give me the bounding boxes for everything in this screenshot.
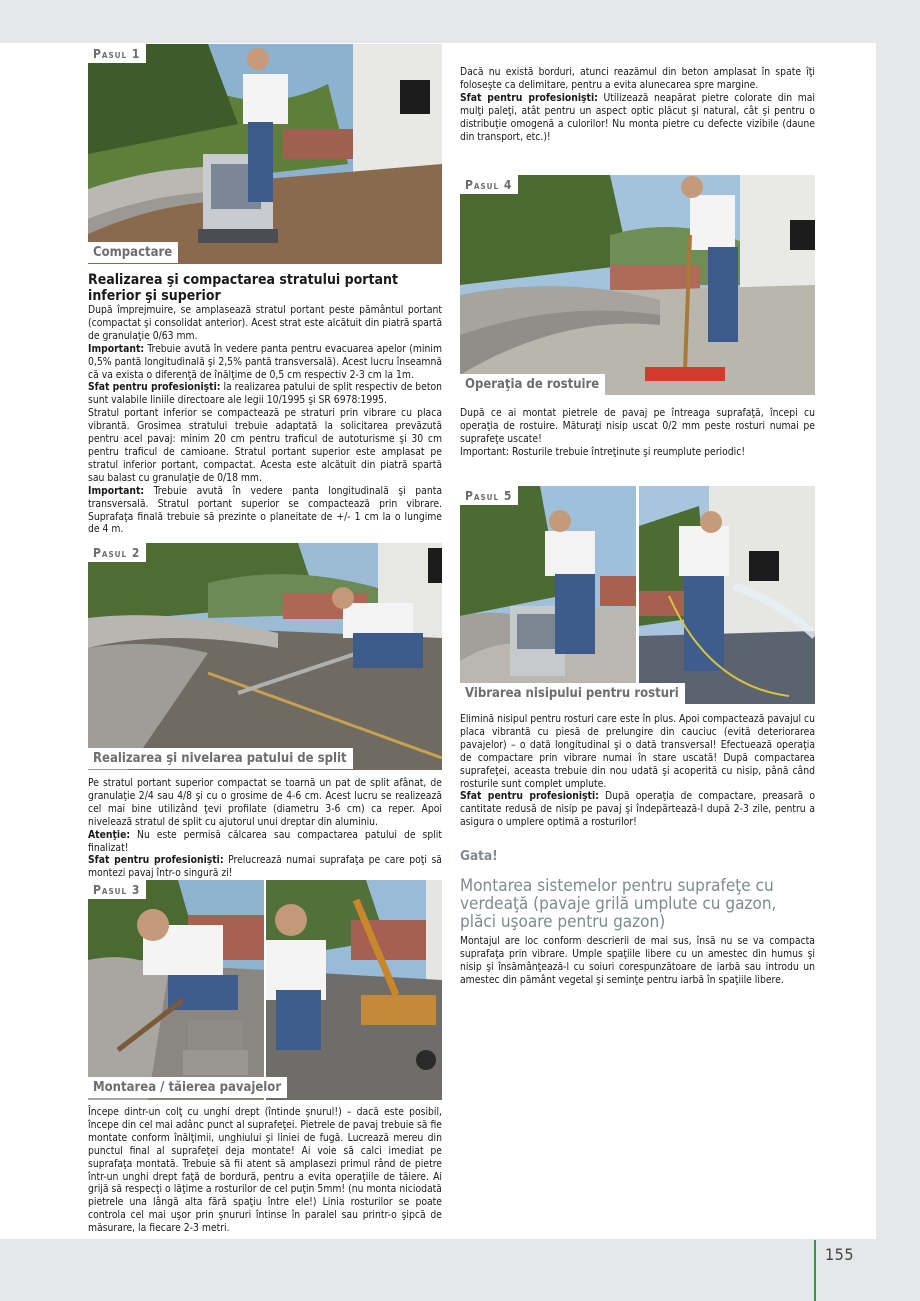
footer-divider	[814, 1240, 816, 1301]
step-1-caption: Compactare	[88, 242, 178, 263]
step1-p0-text: După împrejmuire, se amplasează stratul portant peste pământul portant (compactat şi consolidat anterior). Acest strat este alcătuit din piatră spartă de granulaţie 0/63 mm.	[88, 304, 442, 342]
step-4-tag: Pasul 4	[460, 175, 518, 194]
step-3-text	[88, 1106, 442, 1235]
photo-split-levelling	[88, 543, 442, 770]
green-title-line-3: plăci uşoare pentru gazon)	[460, 912, 666, 932]
step-1-heading: Realizarea şi compactarea stratului portant inferior şi superior	[88, 272, 399, 304]
step2-p0-text: Pe stratul portant superior compactat se toarnă un pat de split afânat, de granulaţie 2/4 sau 4/8 şi cu o grosime de 4-6 cm. Acest lucru se realizează cel mai bine utilizând ţevi profilate (diametru 3-6 cm) ca reper. Apoi nivelează stratul de split cu ajutorul unui dreptar din aluminiu.	[88, 777, 442, 828]
intro-p1-text: Utilizează neapărat pietre colorate din mai mulţi paleţi, atât pentru un aspect optic plăcut şi natural, cât şi pentru o distribuţie omogenă a culorilor! Nu monta pietre cu defecte vizibile (daune din transport, etc.)!	[460, 91, 815, 143]
step-4-text	[460, 407, 815, 459]
step-2-text	[88, 777, 442, 880]
step1-p2-label: Sfat pentru profesionişti:	[88, 381, 221, 394]
photo-compaction	[88, 44, 442, 264]
green-surfaces-text: Montajul are loc conform descrierii de mai sus, însă nu se va compacta suprafaţa prin vibrare. Umple spaţiile libere cu un amestec din humus şi nisip şi însămânţează-l cu soiuri corespunzătoare de iarbă sau introdu un amestec din pământ vegetal şi seminţe pentru iarbă în spaţiile libere.	[460, 935, 815, 986]
step1-p4-label: Important:	[88, 484, 145, 497]
step2-p1-text: Nu este permisă călcarea sau compactarea patului de split finalizat!	[88, 828, 442, 854]
photo-laying-stones	[88, 880, 264, 1100]
step-2-tag: Pasul 2	[88, 543, 146, 562]
green-title-line-2: verdeaţă (pavaje grilă umplute cu gazon,	[460, 894, 777, 914]
step-5-text	[460, 713, 815, 829]
step2-p2-label: Sfat pentru profesionişti:	[88, 854, 224, 867]
step-3-caption: Montarea / tăierea pavajelor	[88, 1077, 287, 1098]
step-5-tag: Pasul 5	[460, 486, 518, 505]
step-1-text	[88, 304, 442, 536]
step5-p0-text: Elimină nisipul pentru rosturi care este în plus. Apoi compactează pavajul cu placa vibrantă cu piesă de prelungire din cauciuc (evită deteriorarea pavajelor) – o dată longitudinal şi o dată transversal! Efectuează operaţia de compactare prin vibrare numai în stare uscată! După compactarea suprafeţei, aceasta trebuie din nou udată şi acoperită cu nisip, până când rosturile sunt complet umplute.	[460, 713, 815, 790]
green-surfaces-title	[460, 877, 820, 931]
photo-grouting	[460, 175, 815, 395]
done-label: Gata!	[460, 848, 498, 864]
photo-cutting-stones	[266, 880, 442, 1100]
photo-watering	[639, 486, 815, 704]
intro-p0-text: Dacă nu există borduri, atunci reazămul din beton amplasat în spate îţi foloseşte ca delimitare, pentru a evita alunecarea spre margine.	[460, 66, 815, 91]
step4-p1-text: Important: Rosturile trebuie întreţinute şi reumplute periodic!	[460, 445, 746, 458]
photo-sand-vibration	[460, 486, 636, 704]
page-number: 155	[825, 1245, 854, 1264]
intro-p1-label: Sfat pentru profesionişti:	[460, 91, 598, 104]
step2-p2-text: Prelucrează numai suprafaţa pe care poţi să montezi pavaj într-o singură zi!	[88, 854, 442, 880]
step5-p1-label: Sfat pentru profesionişti:	[460, 790, 599, 803]
step-4-caption: Operaţia de rostuire	[460, 374, 605, 395]
step5-p1-text: După operaţia de compactare, preasară o cantitate redusă de nisip pe pavaj şi îndepărtează-l după 2-3 zile, pentru a asigura o umplere optimă a rosturilor!	[460, 790, 815, 829]
step3-p0-text: Începe dintr-un colţ cu unghi drept (întinde şnurul!) – dacă este posibil, începe din cel mai adânc punct al suprafeţei. Pietrele de pavaj trebuie să fie montate conform înălţimii, unghiului şi liniei de fugă. Lucrează mereu din punctul final al suprafeţei deja montate! Ai voie să calci imediat pe suprafaţa montată. Trebuie să fii atent să amplasezi primul rând de pietre într-un unghi drept faţă de bordură, pentru a evita operaţiile de tăiere. Ai grijă să respecţi o lăţime a rosturilor de cel puţin 5mm! (nu monta niciodată pietrele una lângă alta fără spaţiu între ele!) Linia rosturilor se poate controla cel mai uşor prin şnururi întinse în paralel sau printr-o şipcă de măsurare, la fiecare 2-3 metri.	[88, 1106, 442, 1235]
step-2-caption: Realizarea şi nivelarea patului de split	[88, 748, 353, 769]
step1-p2-text: la realizarea patului de split respectiv de beton sunt valabile liniile directoare ale legii 10/1995 şi SR 6978:1995.	[88, 381, 442, 407]
step1-p4-text: Trebuie avută în vedere panta longitudinală şi panta transversală. Stratul portant superior se compactează prin vibrare. Suprafaţa finală trebuie să prezinte o planeitate de +/- 1 cm la o lungime de 4 m.	[88, 484, 442, 536]
step-5-caption: Vibrarea nisipului pentru rosturi	[460, 683, 685, 704]
step1-p1-label: Important:	[88, 342, 145, 355]
step-1-tag: Pasul 1	[88, 44, 146, 63]
step1-p1-text: Trebuie avută în vedere panta pentru evacuarea apelor (minim 0,5% pantă longitudinală şi 2,5% pantă transversală). Acest lucru înseamnă că va exista o diferenţă de înălţime de 0,5 cm respectiv 2-3 cm la 1m.	[88, 342, 442, 381]
step1-p3-text: Stratul portant inferior se compactează pe straturi prin vibrare cu placa vibrantă. Grosimea stratului trebuie adaptată la solicitarea prevăzută pentru acel pavaj: minim 20 cm pentru traficul de autoturisme şi 30 cm pentru traficul de camioane. Stratul portant superior este amplasat pe stratul inferior portant, compactat. Acesta este alcătuit din piatră spartă sau balast cu granulaţie de 0/18 mm.	[88, 407, 442, 484]
footer-band	[0, 1240, 920, 1301]
step2-p1-label: Atenţie:	[88, 828, 131, 841]
intro-text	[460, 66, 815, 143]
step-3-tag: Pasul 3	[88, 880, 146, 899]
step4-p0-text: După ce ai montat pietrele de pavaj pe întreaga suprafaţă, începi cu operaţia de rostuire. Măturaţi nisip uscat 0/2 mm peste rosturi numai pe suprafeţe uscate!	[460, 407, 815, 445]
green-title-line-1: Montarea sistemelor pentru suprafeţe cu	[460, 876, 774, 896]
